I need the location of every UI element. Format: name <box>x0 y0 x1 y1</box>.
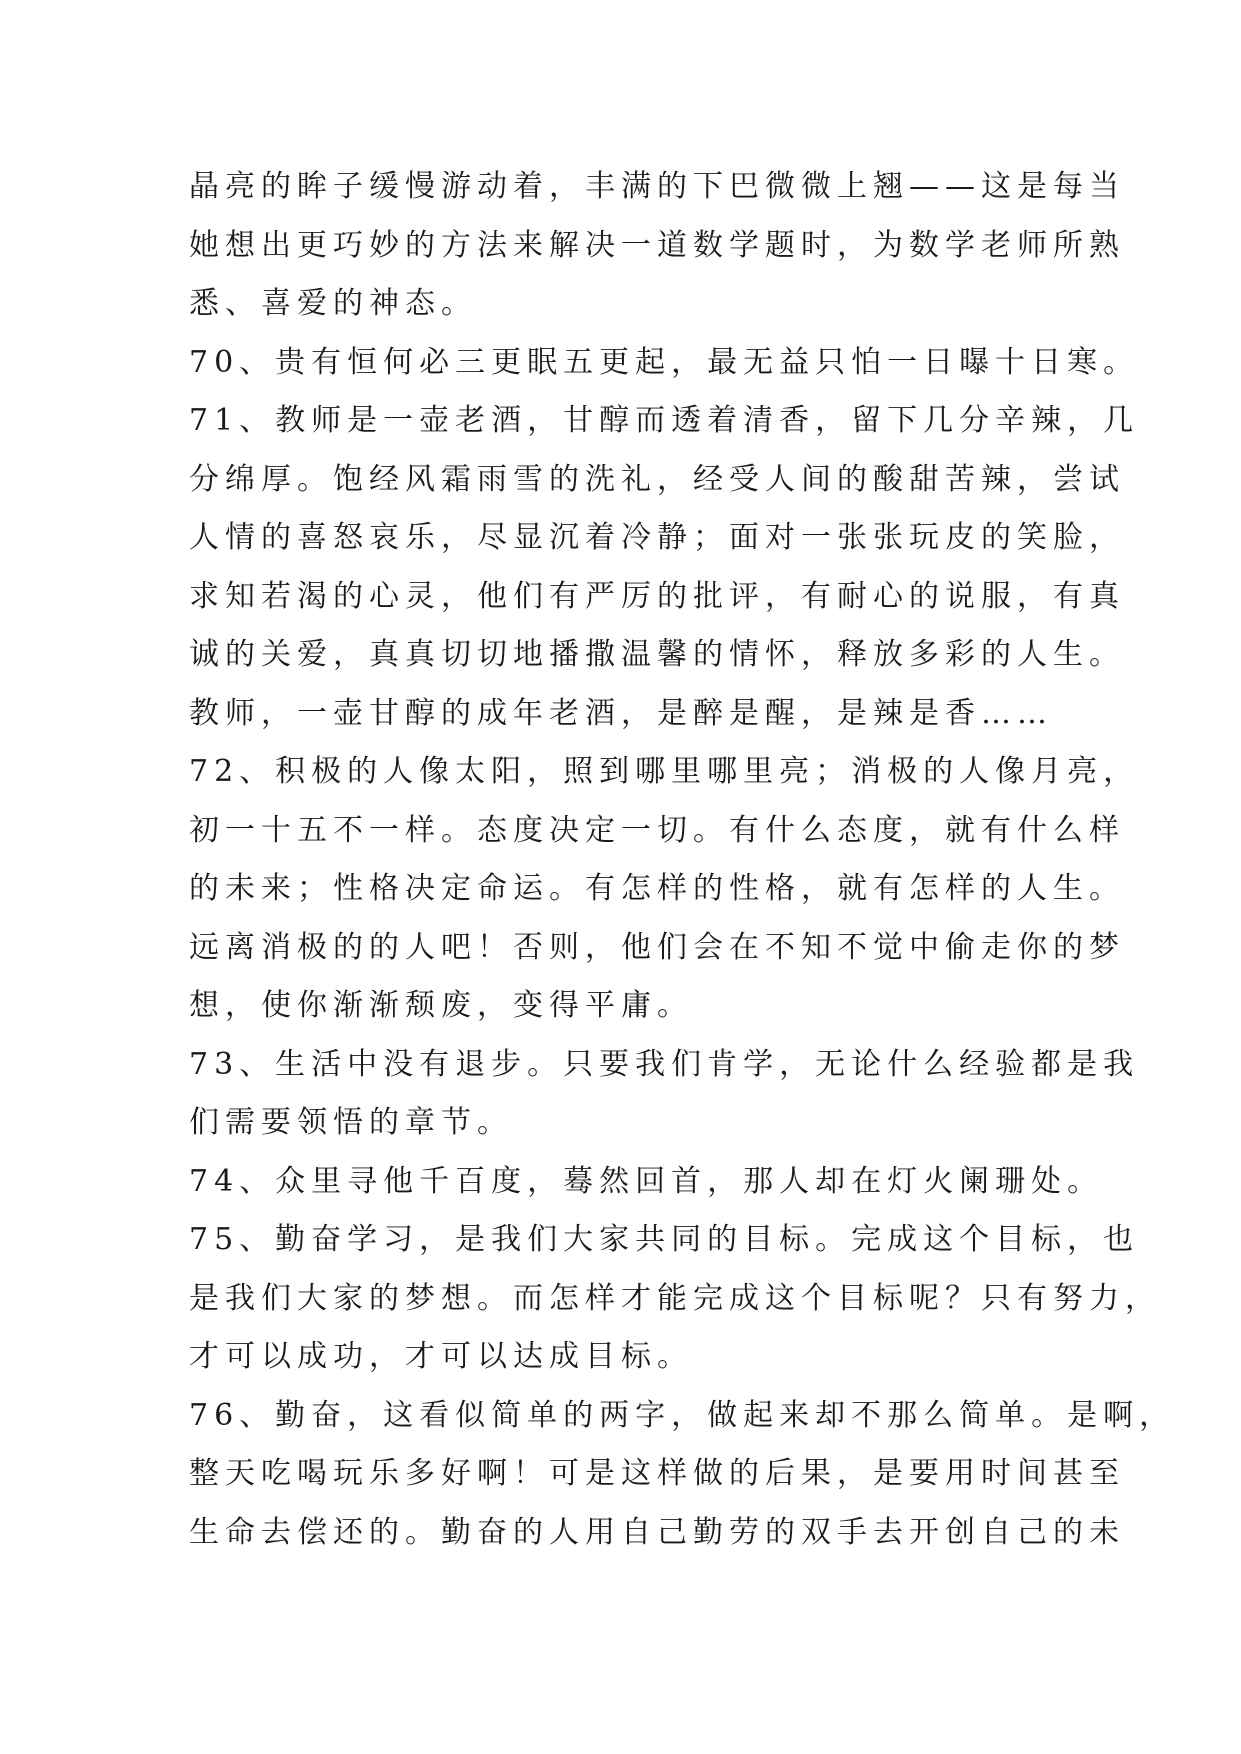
text-line: 是我们大家的梦想。而怎样才能完成这个目标呢？只有努力， <box>189 1280 1161 1316</box>
text-line: 们需要领悟的章节。 <box>189 1105 513 1140</box>
text-line: 想，使你渐渐颓废，变得平庸。 <box>189 988 693 1023</box>
text-line: 整天吃喝玩乐多好啊！可是这样做的后果，是要用时间甚至 <box>189 1456 1125 1491</box>
text-line: 72、积极的人像太阳，照到哪里哪里亮；消极的人像月亮， <box>189 754 1140 789</box>
text-line: 75、勤奋学习，是我们大家共同的目标。完成这个目标，也 <box>189 1222 1140 1257</box>
text-line: 悉、喜爱的神态。 <box>189 286 477 321</box>
text-line: 诚的关爱，真真切切地播撒温馨的情怀，释放多彩的人生。 <box>189 637 1125 672</box>
text-line: 生命去偿还的。勤奋的人用自己勤劳的双手去开创自己的未 <box>189 1514 1125 1550</box>
document-body <box>189 158 1176 1562</box>
text-line: 求知若渴的心灵，他们有严厉的批评，有耐心的说服，有真 <box>189 578 1125 614</box>
text-line: 人情的喜怒哀乐，尽显沉着冷静；面对一张张玩皮的笑脸， <box>189 520 1125 555</box>
text-line: 她想出更巧妙的方法来解决一道数学题时，为数学老师所熟 <box>189 227 1125 263</box>
text-line: 远离消极的的人吧！否则，他们会在不知不觉中偷走你的梦 <box>189 929 1125 965</box>
text-line: 晶亮的眸子缓慢游动着，丰满的下巴微微上翘——这是每当 <box>189 169 1125 204</box>
text-line: 分绵厚。饱经风霜雨雪的洗礼，经受人间的酸甜苦辣，尝试 <box>189 461 1125 497</box>
text-line: 初一十五不一样。态度决定一切。有什么态度，就有什么样 <box>189 812 1125 848</box>
text-line: 教师，一壶甘醇的成年老酒，是醉是醒，是辣是香…… <box>189 695 1053 731</box>
text-line: 70、贵有恒何必三更眠五更起，最无益只怕一日曝十日寒。 <box>189 344 1140 380</box>
text-line: 的未来；性格决定命运。有怎样的性格，就有怎样的人生。 <box>189 871 1125 906</box>
text-line: 74、众里寻他千百度，蓦然回首，那人却在灯火阑珊处。 <box>189 1163 1104 1199</box>
text-line: 才可以成功，才可以达成目标。 <box>189 1339 693 1374</box>
text-line: 71、教师是一壶老酒，甘醇而透着清香，留下几分辛辣，几 <box>189 403 1140 438</box>
text-line: 76、勤奋，这看似简单的两字，做起来却不那么简单。是啊， <box>189 1397 1176 1433</box>
text-line: 73、生活中没有退步。只要我们肯学，无论什么经验都是我 <box>189 1046 1140 1082</box>
